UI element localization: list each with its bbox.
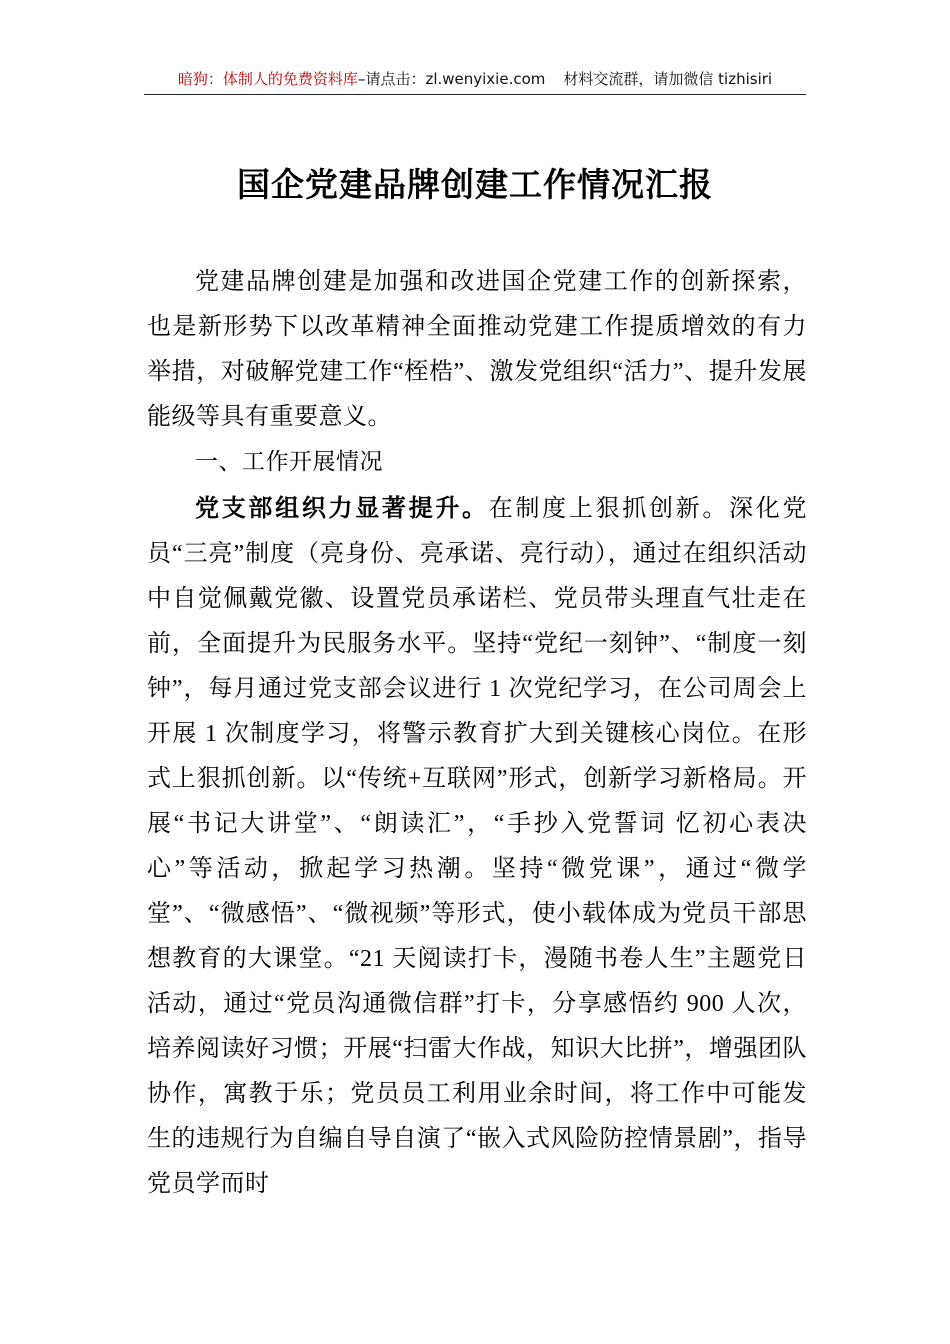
header-click-prefix: –请点击： — [357, 70, 426, 88]
body-paragraph — [147, 485, 807, 1207]
header-brand: 暗狗：体制人的免费资料库 — [177, 70, 358, 88]
section-heading: 一、工作开展情况 — [195, 449, 383, 475]
document-title: 国企党建品牌创建工作情况汇报 — [237, 165, 713, 204]
paragraph-body: 在制度上狠抓创新。深化党员“三亮”制度（亮身份、亮承诺、亮行动），通过在组织活动中自觉佩戴党徽、设置党员承诺栏、党员带头理直气壮走在前，全面提升为民服务水平。坚持“党纪一刻钟”、“制度一刻钟”，每月通过党支部会议进行 1 次党纪学习，在公司周会上开展 1 次制度学习，将警示教育扩大到关键核心岗位。在形式上狠抓创新。以“传统+互联网”形式，创新学习新格局。开展“书记大讲堂”、“朗读汇”，“手抄入党誓词 忆初心表决心”等活动，掀起学习热潮。坚持“微党课”，通过“微学堂”、“微感悟”、“微视频”等形式，使小载体成为党员干部思想教育的大课堂。“21 天阅读打卡，漫随书卷人生”主题党日活动，通过“党员沟通微信群”打卡，分享感悟约 900 人次，培养阅读好习惯；开展“扫雷大作战，知识大比拼”，增强团队协作，寓教于乐；党员员工利用业余时间，将工作中可能发生的违规行为自编自导自演了“嵌入式风险防控情景剧”，指导党员学而时 — [147, 496, 807, 1197]
intro-paragraph: 党建品牌创建是加强和改进国企党建工作的创新探索，也是新形势下以改革精神全面推动党建工作提质增效的有力举措，对破解党建工作“桎梏”、激发党组织“活力”、提升发展能级等具有重要意义。 — [147, 269, 807, 430]
header-url-link[interactable]: zl.wenyixie.com — [425, 70, 546, 88]
page-header — [144, 66, 806, 95]
header-group-note: 材料交流群，请加微信 tizhisiri — [563, 70, 773, 88]
document-body — [147, 260, 807, 1207]
paragraph-lead: 党支部组织力显著提升。 — [195, 493, 489, 522]
